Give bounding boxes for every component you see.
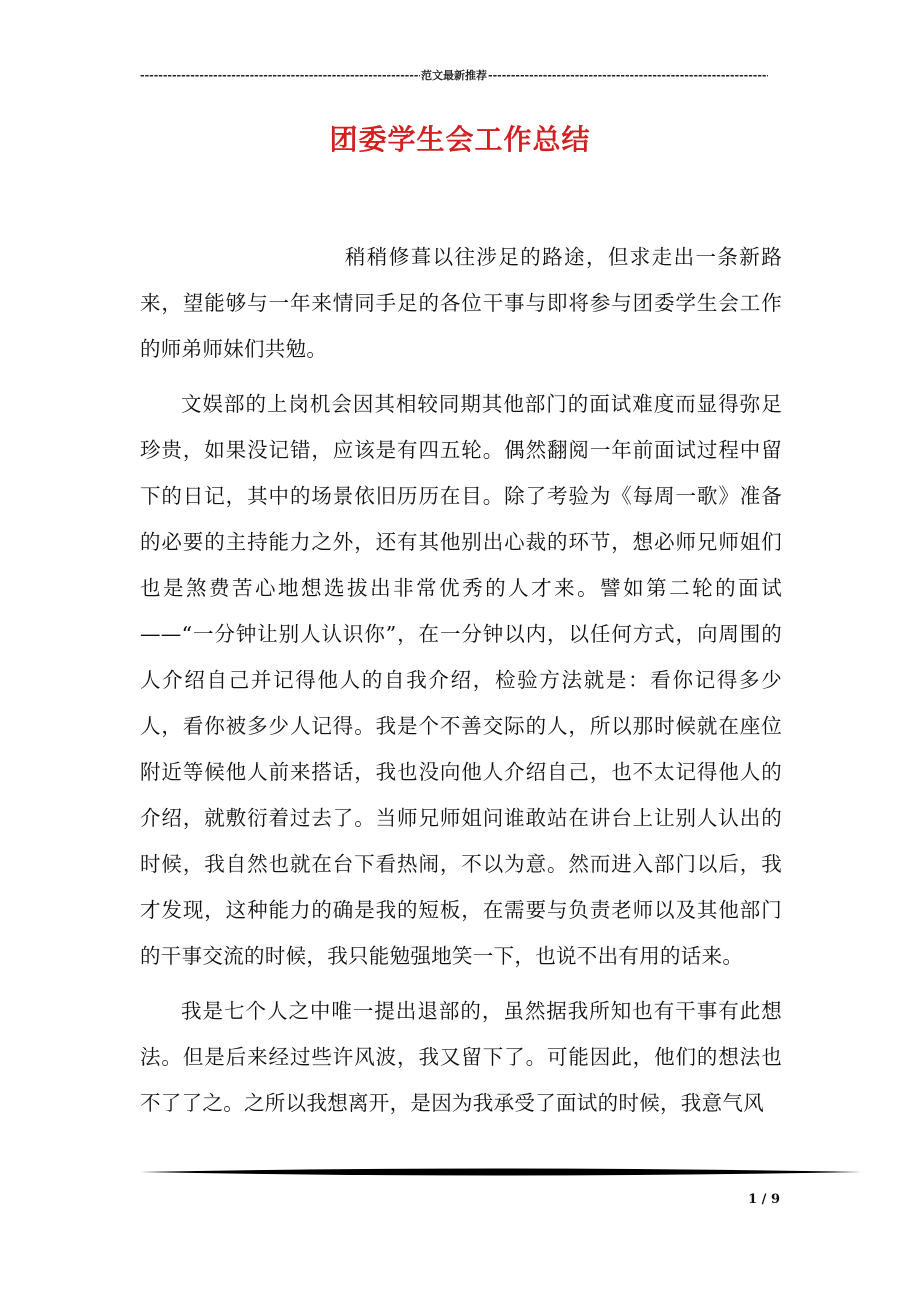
paragraph-1: 稍稍修葺以往涉足的路途，但求走出一条新路来，望能够与一年来情同手足的各位干事与即将参与团委学生会工作的师弟师妹们共勉。	[140, 245, 782, 361]
header-dash-left	[140, 66, 420, 86]
document-body	[140, 234, 782, 1135]
paragraph-3: 我是七个人之中唯一提出退部的，虽然据我所知也有干事有此想法。但是后来经过些许风波，我又留下了。可能因此，他们的想法也不了了之。之所以我想离开，是因为我承受了面试的时候，我意气风	[140, 999, 782, 1115]
header-label: 范文最新推荐	[421, 69, 487, 82]
page-number: 1 / 9	[748, 1192, 780, 1207]
footer-divider	[140, 1165, 862, 1179]
page-header	[140, 66, 768, 86]
header-dash-right	[488, 66, 768, 86]
document-title: 团委学生会工作总结	[329, 123, 591, 156]
paragraph-2: 文娱部的上岗机会因其相较同期其他部门的面试难度而显得弥足珍贵，如果没记错，应该是有四五轮。偶然翻阅一年前面试过程中留下的日记，其中的场景依旧历历在目。除了考验为《每周一歌》准备的必要的主持能力之外，还有其他别出心裁的环节，想必师兄师姐们也是煞费苦心地想选拔出非常优秀的人才来。譬如第二轮的面试——“一分钟让别人认识你”，在一分钟以内，以任何方式，向周围的人介绍自己并记得他人的自我介绍，检验方法就是：看你记得多少人，看你被多少人记得。我是个不善交际的人，所以那时候就在座位附近等候他人前来搭话，我也没向他人介绍自己，也不太记得他人的介绍，就敷衍着过去了。当师兄师姐问谁敢站在讲台上让别人认出的时候，我自然也就在台下看热闹，不以为意。然而进入部门以后，我才发现，这种能力的确是我的短板，在需要与负责老师以及其他部门的干事交流的时候，我只能勉强地笑一下，也说不出有用的话来。	[140, 392, 782, 968]
